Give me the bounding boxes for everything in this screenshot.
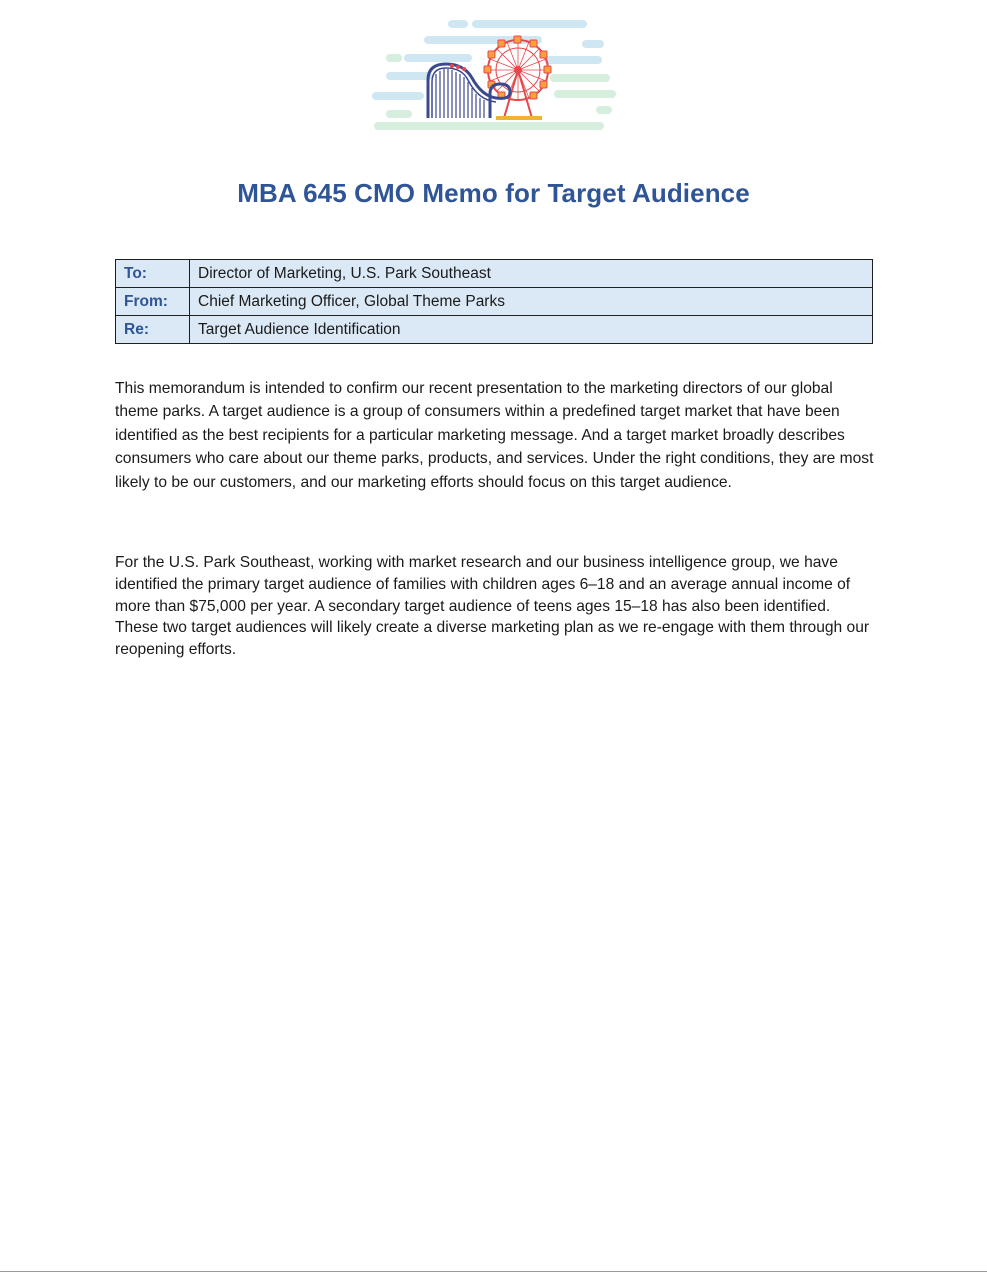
memo-row-to: [116, 260, 873, 288]
from-value: Chief Marketing Officer, Global Theme Parks: [190, 288, 873, 316]
re-value: Target Audience Identification: [190, 316, 873, 344]
memo-row-re: [116, 316, 873, 344]
from-label: From:: [116, 288, 190, 316]
to-value: Director of Marketing, U.S. Park Southeast: [190, 260, 873, 288]
ride-base: [496, 116, 542, 120]
body-paragraph-1: This memorandum is intended to confirm our recent presentation to the marketing directors of our global theme parks. A target audience is a group of consumers within a predefined target market that have been identified as the best recipients for a particular marketing message. And a target market broadly describes consumers who care about our theme parks, products, and services. Under the right conditions, they are most likely to be our customers, and our marketing efforts should focus on this target audience.: [115, 380, 874, 491]
memo-row-from: [116, 288, 873, 316]
to-label: To:: [116, 260, 190, 288]
amusement-park-logo: [368, 18, 620, 136]
cloud-lines: [376, 24, 612, 126]
re-label: Re:: [116, 316, 190, 344]
memo-title: MBA 645 CMO Memo for Target Audience: [237, 178, 750, 208]
ferris-wheel: [484, 36, 551, 118]
body-paragraph-2: For the U.S. Park Southeast, working with market research and our business intelligence group, we have identified the primary target audience of families with children ages 6–18 and an average annual income of more than $75,000 per year. A secondary target audience of teens ages 15–18 has also been identified. These two target audiences will likely create a diverse marketing plan as we re-engage with them through our reopening efforts.: [115, 554, 870, 659]
memo-header-table: [115, 259, 873, 344]
page-bottom-rule: [0, 1271, 987, 1272]
